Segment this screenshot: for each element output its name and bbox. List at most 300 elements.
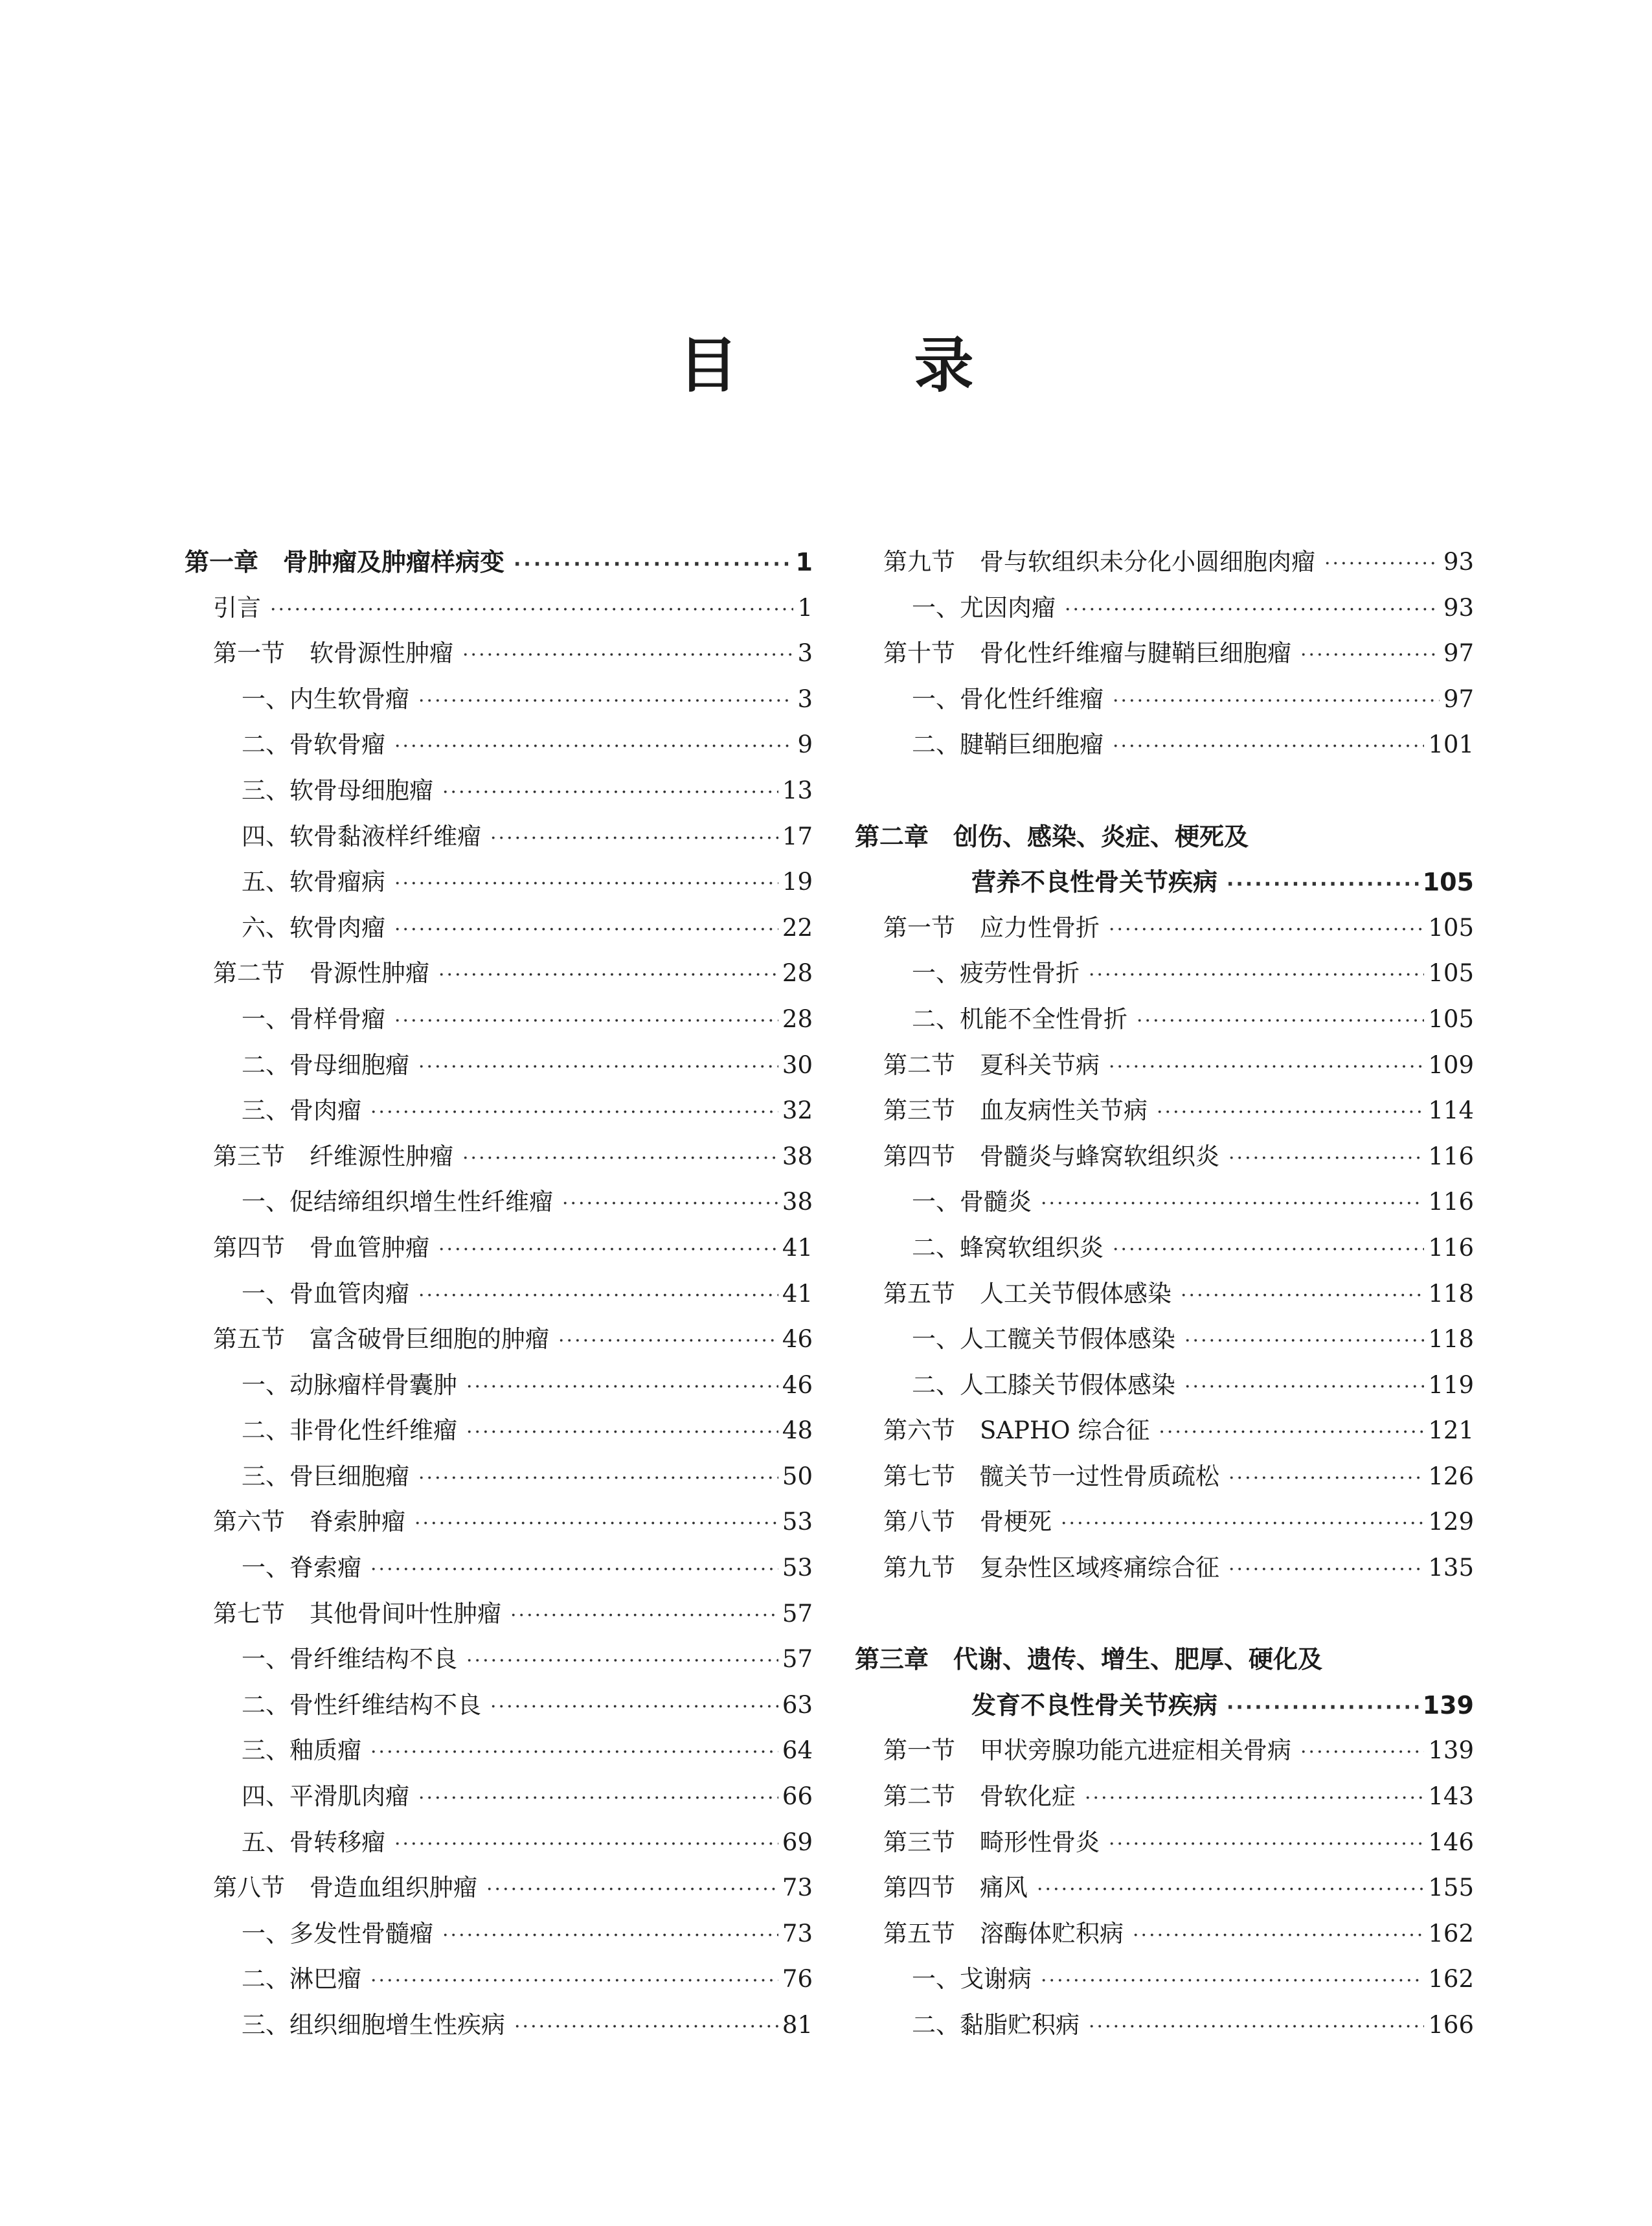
dot-leader (1061, 1501, 1424, 1547)
entry-title: 一、动脉瘤样骨囊肿 (242, 1370, 457, 1399)
entry-number: 第十节 (883, 639, 955, 668)
dot-leader (1109, 907, 1424, 953)
page-number: 53 (782, 1554, 813, 1582)
entry-label (883, 539, 1315, 585)
toc-item-entry[interactable] (855, 722, 1474, 768)
entry-title: 一、骨血管肉瘤 (242, 1279, 409, 1308)
dot-leader (418, 1273, 778, 1319)
dot-leader (558, 1319, 778, 1365)
dot-leader (462, 633, 793, 679)
page-number: 126 (1428, 1462, 1474, 1490)
page-number: 63 (782, 1690, 813, 1719)
toc-section-entry[interactable] (185, 1317, 813, 1363)
entry-title: 骨梗死 (980, 1508, 1052, 1536)
page-number: 81 (782, 2011, 813, 2039)
dot-leader (1089, 2005, 1424, 2050)
entry-label (213, 1317, 549, 1363)
dot-leader (514, 2005, 778, 2050)
entry-title: 人工关节假体感染 (980, 1279, 1171, 1308)
entry-label (242, 1820, 385, 1866)
toc-section-entry[interactable] (185, 951, 813, 997)
toc-section-entry[interactable] (185, 1865, 813, 1911)
entry-label (242, 1728, 361, 1774)
dot-leader (370, 1547, 778, 1593)
entry-number: 第八节 (883, 1508, 955, 1536)
toc-item-entry[interactable] (855, 1225, 1474, 1271)
entry-label (912, 2003, 1080, 2049)
dot-leader (1037, 1867, 1424, 1913)
chapter-title: 代谢、遗传、增生、肥厚、硬化及 (953, 1645, 1323, 1674)
page-number: 129 (1428, 1508, 1474, 1536)
entry-title: 一、尤因肉瘤 (912, 593, 1056, 622)
dot-leader (418, 1456, 778, 1502)
entry-label (883, 1865, 1028, 1911)
entry-title: 三、软骨母细胞瘤 (242, 776, 433, 804)
entry-title: 五、骨转移瘤 (242, 1828, 385, 1856)
toc-section-entry[interactable] (855, 1865, 1474, 1911)
entry-title: 骨造血组织肿瘤 (310, 1874, 477, 1902)
dot-leader (394, 861, 778, 907)
entry-title: 应力性骨折 (980, 913, 1100, 942)
entry-title: 骨软化症 (980, 1782, 1076, 1811)
toc-section-entry[interactable] (855, 1088, 1474, 1134)
page-number: 17 (782, 822, 813, 850)
entry-title: 痛风 (980, 1874, 1028, 1902)
page-number: 105 (1428, 913, 1474, 942)
entry-number: 第八节 (213, 1874, 285, 1902)
page-number: 155 (1428, 1874, 1474, 1902)
entry-label (242, 1911, 433, 1957)
entry-label (242, 1408, 457, 1454)
page-number: 3 (797, 639, 813, 668)
toc-item-entry[interactable] (185, 1271, 813, 1317)
page-number: 53 (782, 1508, 813, 1536)
toc-item-entry[interactable] (185, 677, 813, 723)
entry-label (242, 1545, 361, 1591)
page-number: 1 (797, 593, 813, 622)
dot-leader (1184, 1365, 1424, 1411)
entry-label (213, 1591, 501, 1637)
page-number: 73 (782, 1919, 813, 1948)
page-number: 118 (1428, 1325, 1474, 1354)
toc-item-entry[interactable] (855, 1363, 1474, 1409)
toc-item-entry[interactable] (185, 997, 813, 1043)
toc-item-entry[interactable] (185, 905, 813, 951)
entry-number: 第三节 (883, 1828, 955, 1856)
dot-leader (1227, 1685, 1419, 1731)
entry-label (883, 1043, 1100, 1089)
dot-leader (1227, 862, 1419, 908)
entry-label (912, 1317, 1175, 1363)
toc-item-entry[interactable] (185, 1957, 813, 2003)
entry-title: 二、腱鞘巨细胞瘤 (912, 731, 1103, 759)
dot-leader (1324, 541, 1440, 587)
entry-title: 畸形性骨炎 (980, 1828, 1100, 1856)
entry-title: 骨化性纤维瘤与腱鞘巨细胞瘤 (980, 639, 1291, 668)
entry-number: 第二节 (883, 1051, 955, 1079)
toc-item-entry[interactable] (185, 722, 813, 768)
page-number: 109 (1428, 1051, 1474, 1079)
page-number: 76 (782, 1965, 813, 1993)
toc-chapter-heading[interactable] (855, 814, 1474, 860)
toc-section-entry[interactable] (855, 905, 1474, 951)
entry-title: 一、骨髓炎 (912, 1188, 1032, 1216)
toc-section-entry[interactable] (185, 631, 813, 677)
toc-item-entry[interactable] (185, 1454, 813, 1500)
toc-item-entry[interactable] (185, 1363, 813, 1409)
entry-label (912, 722, 1103, 768)
entry-number: 第七节 (883, 1462, 955, 1490)
dot-leader (1089, 953, 1424, 999)
entry-title: 富含破骨巨细胞的肿瘤 (310, 1325, 549, 1354)
entry-number: 第四节 (883, 1874, 955, 1902)
entry-number: 第二节 (883, 1782, 955, 1811)
dot-leader (1159, 1410, 1424, 1456)
spacer (855, 768, 1474, 814)
entry-title: 甲状旁腺功能亢进症相关骨病 (980, 1736, 1291, 1765)
page-title: 目 录 (678, 331, 1052, 400)
dot-leader (1113, 679, 1440, 725)
entry-number: 第五节 (883, 1919, 955, 1948)
toc-section-entry[interactable] (855, 539, 1474, 585)
dot-leader (438, 1227, 778, 1273)
entry-label (883, 1408, 1149, 1454)
page-number: 114 (1428, 1096, 1474, 1125)
entry-title: 骨髓炎与蜂窝软组织炎 (980, 1142, 1219, 1170)
page-number: 105 (1428, 959, 1474, 988)
toc-section-entry[interactable] (185, 1499, 813, 1545)
entry-title: 二、机能不全性骨折 (912, 1005, 1127, 1033)
dot-leader (466, 1365, 778, 1411)
entry-title: 髋关节一过性骨质疏松 (980, 1462, 1219, 1490)
dot-leader (370, 1959, 778, 2005)
toc-item-entry[interactable] (185, 1683, 813, 1729)
page-number: 46 (782, 1325, 813, 1354)
entry-label (912, 1363, 1175, 1409)
entry-label (242, 1454, 409, 1500)
dot-leader (1085, 1776, 1424, 1822)
toc-section-entry[interactable] (855, 1271, 1474, 1317)
page-number: 30 (782, 1051, 813, 1079)
entry-label (971, 859, 1217, 905)
page-number: 19 (782, 868, 813, 896)
entry-label (242, 1683, 481, 1729)
entry-number: 第六节 (883, 1416, 955, 1445)
dot-leader (1228, 1456, 1424, 1502)
page-number: 118 (1428, 1279, 1474, 1308)
entry-label (242, 1637, 457, 1683)
entry-title: 骨血管肿瘤 (310, 1233, 429, 1262)
page-number: 116 (1428, 1142, 1474, 1170)
toc-item-entry[interactable] (185, 1408, 813, 1454)
dot-leader (462, 1136, 778, 1182)
entry-title: 二、骨性纤维结构不良 (242, 1690, 481, 1719)
entry-label (883, 1728, 1291, 1774)
page-number: 93 (1443, 593, 1474, 622)
dot-leader (442, 1913, 778, 1959)
dot-leader (1300, 1730, 1424, 1776)
toc-item-entry[interactable] (185, 1774, 813, 1820)
entry-number: 第四节 (213, 1233, 285, 1262)
page-number: 41 (782, 1279, 813, 1308)
dot-leader (1137, 999, 1424, 1045)
page-number: 162 (1428, 1919, 1474, 1948)
page-number: 139 (1422, 1690, 1474, 1720)
entry-number: 第四节 (883, 1142, 955, 1170)
page-number: 97 (1443, 685, 1474, 713)
toc-item-entry[interactable] (855, 1317, 1474, 1363)
toc-item-entry[interactable] (185, 859, 813, 905)
entry-title: 一、内生软骨瘤 (242, 685, 409, 713)
toc-item-entry[interactable] (185, 1911, 813, 1957)
entry-title: 骨源性肿瘤 (310, 959, 429, 988)
page-number: 105 (1428, 1005, 1474, 1033)
toc-item-entry[interactable] (855, 997, 1474, 1043)
dot-leader (562, 1181, 778, 1227)
entry-label (213, 1499, 405, 1545)
toc-item-entry[interactable] (185, 1545, 813, 1591)
toc-section-entry[interactable] (855, 1408, 1474, 1454)
entry-number: 第七节 (213, 1599, 285, 1628)
dot-leader (442, 770, 778, 816)
dot-leader (1157, 1090, 1424, 1136)
entry-label (242, 1043, 409, 1089)
toc-section-entry[interactable] (855, 1820, 1474, 1866)
entry-title: 发育不良性骨关节疾病 (971, 1690, 1218, 1720)
entry-label (213, 1865, 477, 1911)
entry-label (242, 997, 385, 1043)
entry-number: 第一章 (185, 548, 259, 576)
toc-item-entry[interactable] (185, 1043, 813, 1089)
toc-item-entry[interactable] (855, 951, 1474, 997)
toc-chapter-entry[interactable] (855, 1683, 1474, 1729)
chapter-title: 创伤、感染、炎症、梗死及 (953, 822, 1249, 851)
entry-title: 三、组织细胞增生性疾病 (242, 2011, 505, 2039)
dot-leader (394, 1822, 778, 1868)
page-number: 69 (782, 1828, 813, 1856)
entry-title: 骨肿瘤及肿瘤样病变 (283, 548, 505, 576)
entry-title: 三、釉质瘤 (242, 1736, 361, 1765)
entry-title: 二、骨母细胞瘤 (242, 1051, 409, 1079)
dot-leader (370, 1090, 778, 1136)
entry-title: SAPHO 综合征 (980, 1416, 1150, 1445)
entry-title: 引言 (213, 593, 261, 622)
entry-title: 三、骨巨细胞瘤 (242, 1462, 409, 1490)
page-number: 139 (1428, 1736, 1474, 1765)
entry-title: 纤维源性肿瘤 (310, 1142, 453, 1170)
toc-item-entry[interactable] (855, 1179, 1474, 1225)
toc-item-entry[interactable] (855, 1957, 1474, 2003)
dot-leader (394, 999, 778, 1045)
entry-label (883, 1820, 1100, 1866)
toc-item-entry[interactable] (185, 1637, 813, 1683)
toc-chapter-entry[interactable] (185, 539, 813, 585)
toc-section-entry[interactable] (855, 1454, 1474, 1500)
dot-leader (438, 953, 778, 999)
entry-label (883, 1774, 1076, 1820)
entry-number: 第五节 (213, 1325, 285, 1354)
entry-title: 一、脊索瘤 (242, 1554, 361, 1582)
toc-chapter-heading[interactable] (855, 1637, 1474, 1683)
entry-title: 四、平滑肌肉瘤 (242, 1782, 409, 1811)
entry-label (213, 631, 453, 677)
entry-label (883, 1271, 1171, 1317)
entry-label (912, 951, 1080, 997)
toc-item-entry[interactable] (855, 585, 1474, 631)
dot-leader (1184, 1319, 1424, 1365)
entry-title: 二、淋巴瘤 (242, 1965, 361, 1993)
page-number: 46 (782, 1370, 813, 1399)
entry-title: 一、骨样骨瘤 (242, 1005, 385, 1033)
page-number: 64 (782, 1736, 813, 1765)
dot-leader (1300, 633, 1440, 679)
entry-title: 二、骨软骨瘤 (242, 731, 385, 759)
toc-item-entry[interactable] (185, 2003, 813, 2049)
entry-number: 第五节 (883, 1279, 955, 1308)
toc-item-entry[interactable] (185, 1820, 813, 1866)
entry-label (242, 768, 433, 814)
toc-section-entry[interactable] (855, 1499, 1474, 1545)
toc-section-entry[interactable] (855, 1728, 1474, 1774)
entry-number: 第一节 (883, 1736, 955, 1765)
entry-title: 软骨源性肿瘤 (310, 639, 453, 668)
entry-label (242, 814, 481, 860)
dot-leader (486, 1867, 778, 1913)
entry-label (242, 1774, 409, 1820)
dot-leader (514, 542, 792, 588)
entry-label (242, 677, 409, 723)
toc-section-entry[interactable] (185, 1225, 813, 1271)
toc-item-entry[interactable] (185, 814, 813, 860)
dot-leader (1065, 587, 1440, 633)
toc-section-entry[interactable] (185, 1134, 813, 1180)
entry-title: 五、软骨瘤病 (242, 868, 385, 896)
entry-number: 第六节 (213, 1508, 285, 1536)
entry-label (242, 1179, 553, 1225)
entry-label (912, 1957, 1032, 2003)
toc-section-entry[interactable] (185, 585, 813, 631)
toc-section-entry[interactable] (855, 1911, 1474, 1957)
entry-label (912, 997, 1127, 1043)
dot-leader (1113, 1227, 1424, 1273)
entry-label (213, 585, 261, 631)
entry-number: 第三节 (213, 1142, 285, 1170)
entry-number: 第一节 (213, 639, 285, 668)
entry-title: 二、蜂窝软组织炎 (912, 1233, 1103, 1262)
entry-label (883, 1134, 1219, 1180)
page-number: 116 (1428, 1188, 1474, 1216)
page-number: 9 (797, 731, 813, 759)
page-number: 97 (1443, 639, 1474, 668)
entry-title: 一、多发性骨髓瘤 (242, 1919, 433, 1948)
entry-label (883, 1911, 1124, 1957)
toc-section-entry[interactable] (185, 1591, 813, 1637)
entry-title: 六、软骨肉瘤 (242, 913, 385, 942)
dot-leader (394, 907, 778, 953)
entry-title: 二、人工膝关节假体感染 (912, 1370, 1175, 1399)
dot-leader (394, 724, 793, 770)
page-number: 28 (782, 959, 813, 988)
dot-leader (1113, 724, 1424, 770)
entry-title: 复杂性区域疼痛综合征 (980, 1554, 1219, 1582)
dot-leader (1041, 1181, 1424, 1227)
spacer (855, 1591, 1474, 1637)
toc-section-entry[interactable] (855, 1774, 1474, 1820)
toc-item-entry[interactable] (185, 1088, 813, 1134)
toc-section-entry[interactable] (855, 1134, 1474, 1180)
toc-chapter-entry[interactable] (855, 859, 1474, 905)
entry-number: 第二节 (213, 959, 285, 988)
entry-label (242, 1088, 361, 1134)
entry-label (242, 722, 385, 768)
toc-section-entry[interactable] (855, 631, 1474, 677)
entry-label (242, 859, 385, 905)
entry-label (883, 1545, 1219, 1591)
page-number: 57 (782, 1645, 813, 1674)
dot-leader (510, 1593, 778, 1639)
toc-section-entry[interactable] (855, 1043, 1474, 1089)
entry-title: 二、非骨化性纤维瘤 (242, 1416, 457, 1445)
page-number: 32 (782, 1096, 813, 1125)
entry-label (912, 1179, 1032, 1225)
toc-item-entry[interactable] (855, 677, 1474, 723)
entry-label (242, 905, 385, 951)
dot-leader (418, 679, 793, 725)
entry-label (883, 631, 1291, 677)
page-number: 57 (782, 1599, 813, 1628)
entry-label (242, 1957, 361, 2003)
toc-item-entry[interactable] (185, 1728, 813, 1774)
page-number: 116 (1428, 1233, 1474, 1262)
entry-title: 二、黏脂贮积病 (912, 2011, 1080, 2039)
page-number: 101 (1428, 731, 1474, 759)
page-number: 41 (782, 1233, 813, 1262)
page-number: 135 (1428, 1554, 1474, 1582)
page-number: 166 (1428, 2011, 1474, 2039)
dot-leader (466, 1410, 778, 1456)
entry-label (883, 905, 1100, 951)
page-number: 38 (782, 1188, 813, 1216)
entry-title: 一、骨纤维结构不良 (242, 1645, 457, 1674)
dot-leader (490, 1685, 778, 1731)
dot-leader (1133, 1913, 1424, 1959)
entry-title: 夏科关节病 (980, 1051, 1100, 1079)
entry-title: 一、促结缔组织增生性纤维瘤 (242, 1188, 553, 1216)
page-number: 143 (1428, 1782, 1474, 1811)
entry-title: 一、骨化性纤维瘤 (912, 685, 1103, 713)
page-number: 38 (782, 1142, 813, 1170)
page-number: 22 (782, 913, 813, 942)
entry-label (213, 951, 429, 997)
entry-label (242, 1363, 457, 1409)
dot-leader (1041, 1959, 1424, 2005)
chapter-number: 第三章 (855, 1645, 929, 1674)
toc-item-entry[interactable] (185, 1179, 813, 1225)
toc-section-entry[interactable] (855, 1545, 1474, 1591)
entry-title: 一、疲劳性骨折 (912, 959, 1080, 988)
entry-label (213, 1134, 453, 1180)
entry-title: 骨与软组织未分化小圆细胞肉瘤 (980, 548, 1315, 576)
dot-leader (418, 1045, 778, 1091)
toc-item-entry[interactable] (185, 768, 813, 814)
entry-title: 一、戈谢病 (912, 1965, 1032, 1993)
dot-leader (1109, 1045, 1424, 1091)
entry-title: 四、软骨黏液样纤维瘤 (242, 822, 481, 850)
page-number: 119 (1428, 1370, 1474, 1399)
toc-item-entry[interactable] (855, 2003, 1474, 2049)
page-number: 93 (1443, 548, 1474, 576)
entry-title: 一、人工髋关节假体感染 (912, 1325, 1175, 1354)
